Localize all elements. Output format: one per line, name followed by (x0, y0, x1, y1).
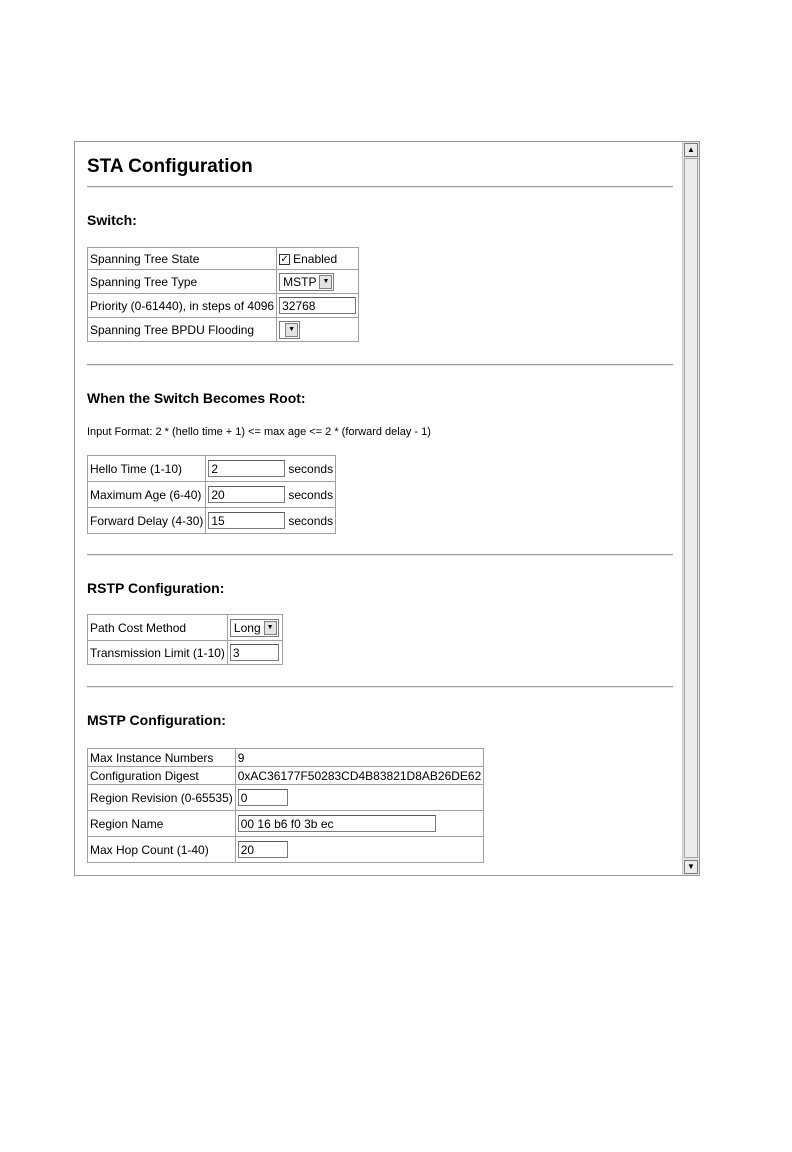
rstp-table (87, 614, 283, 665)
mstp-section-title: MSTP Configuration: (87, 712, 226, 728)
forward-delay-label: Forward Delay (4-30) (88, 508, 206, 534)
divider (87, 186, 673, 188)
table-row (88, 270, 359, 294)
max-age-label: Maximum Age (6-40) (88, 482, 206, 508)
max-age-cell (206, 482, 336, 508)
max-hop-count-label: Max Hop Count (1-40) (88, 837, 236, 863)
bpdu-flooding-select[interactable] (279, 321, 300, 339)
path-cost-method-select[interactable] (230, 619, 279, 637)
switch-section-title: Switch: (87, 212, 137, 228)
vertical-scrollbar[interactable] (682, 142, 699, 875)
spanning-tree-state-label: Spanning Tree State (88, 248, 277, 270)
chevron-down-icon: ▼ (264, 621, 277, 635)
spanning-tree-state-checkbox[interactable]: ✓ (280, 253, 289, 265)
table-row (88, 749, 484, 767)
path-cost-method-label: Path Cost Method (88, 615, 228, 641)
spanning-tree-type-label: Spanning Tree Type (88, 270, 277, 294)
max-instance-value: 9 (235, 749, 484, 767)
region-name-input[interactable]: 00 16 b6 f0 3b ec (238, 815, 436, 832)
region-revision-cell (235, 785, 484, 811)
spanning-tree-type-cell (277, 270, 359, 294)
scrollbar-thumb[interactable] (684, 158, 698, 858)
transmission-limit-input[interactable]: 3 (230, 644, 279, 661)
divider (87, 554, 673, 556)
hello-time-label: Hello Time (1-10) (88, 456, 206, 482)
priority-input[interactable]: 32768 (279, 297, 356, 314)
hello-time-input[interactable]: 2 (208, 460, 285, 477)
seconds-unit: seconds (288, 461, 334, 476)
chevron-down-icon: ▼ (319, 275, 332, 289)
region-name-label: Region Name (88, 811, 236, 837)
switch-table (87, 247, 359, 342)
table-row (88, 294, 359, 318)
spanning-tree-type-value: MSTP (283, 274, 317, 289)
enabled-label: Enabled (293, 251, 338, 266)
transmission-limit-label: Transmission Limit (1-10) (88, 641, 228, 665)
priority-cell (277, 294, 359, 318)
scroll-down-icon[interactable]: ▼ (684, 860, 698, 874)
table-row (88, 508, 336, 534)
spanning-tree-type-select[interactable] (279, 273, 334, 291)
rstp-section-title: RSTP Configuration: (87, 580, 225, 596)
scroll-up-icon[interactable]: ▲ (684, 143, 698, 157)
table-row (88, 615, 283, 641)
config-digest-value: 0xAC36177F50283CD4B83821D8AB26DE62 (235, 767, 484, 785)
seconds-unit: seconds (288, 513, 334, 528)
bpdu-flooding-label: Spanning Tree BPDU Flooding (88, 318, 277, 342)
region-revision-input[interactable]: 0 (238, 789, 288, 806)
table-row (88, 482, 336, 508)
hello-time-cell (206, 456, 336, 482)
priority-label: Priority (0-61440), in steps of 4096 (88, 294, 277, 318)
divider (87, 686, 673, 688)
input-format-hint: Input Format: 2 * (hello time + 1) <= max age <= 2 * (forward delay - 1) (87, 426, 431, 438)
table-row (88, 811, 484, 837)
chevron-down-icon: ▼ (285, 323, 298, 337)
config-digest-label: Configuration Digest (88, 767, 236, 785)
bpdu-flooding-cell (277, 318, 359, 342)
region-revision-label: Region Revision (0-65535) (88, 785, 236, 811)
page-content (75, 142, 682, 875)
table-row (88, 456, 336, 482)
forward-delay-cell (206, 508, 336, 534)
path-cost-method-cell (227, 615, 282, 641)
table-row (88, 248, 359, 270)
max-hop-count-cell (235, 837, 484, 863)
region-name-cell (235, 811, 484, 837)
table-row (88, 641, 283, 665)
table-row (88, 785, 484, 811)
divider (87, 364, 673, 366)
forward-delay-input[interactable]: 15 (208, 512, 285, 529)
path-cost-method-value: Long (233, 620, 261, 635)
max-age-input[interactable]: 20 (208, 486, 285, 503)
seconds-unit: seconds (288, 487, 334, 502)
mstp-table (87, 748, 484, 863)
max-hop-count-input[interactable]: 20 (238, 841, 288, 858)
page-title: STA Configuration (87, 156, 253, 177)
root-table (87, 455, 336, 534)
browser-frame (74, 141, 700, 876)
table-row (88, 837, 484, 863)
transmission-limit-cell (227, 641, 282, 665)
table-row (88, 318, 359, 342)
spanning-tree-state-cell (277, 248, 359, 270)
max-instance-label: Max Instance Numbers (88, 749, 236, 767)
root-section-title: When the Switch Becomes Root: (87, 390, 306, 406)
table-row (88, 767, 484, 785)
